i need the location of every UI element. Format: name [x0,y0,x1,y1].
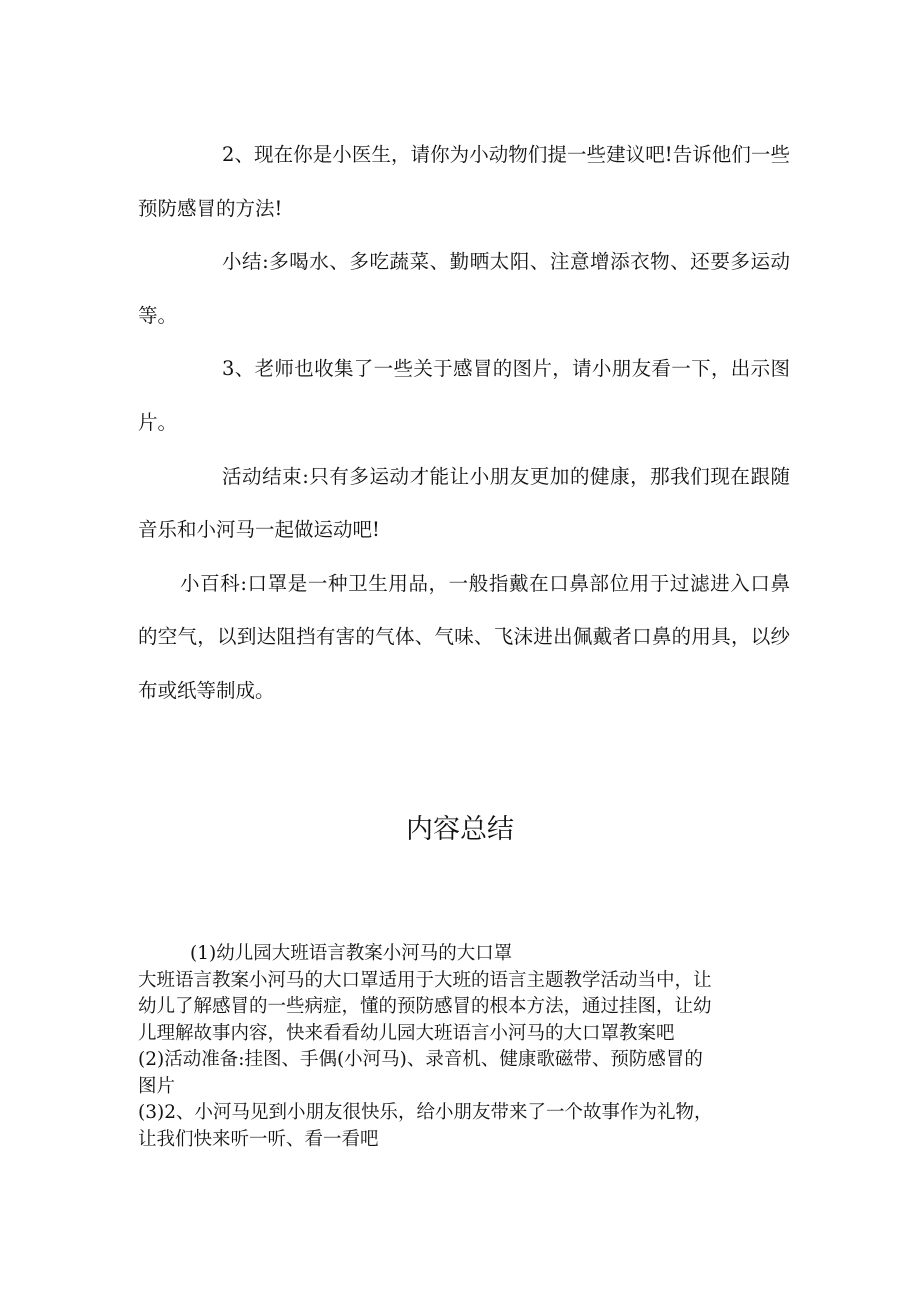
paragraph-pictures: 3、老师也收集了一些关于感冒的图片，请小朋友看一下，出示图片。 [138,357,790,434]
paragraph-summary-note: 小结:多喝水、多吃蔬菜、勤晒太阳、注意增添衣物、还要多运动等。 [138,250,790,327]
summary-item-1-line-3: 儿理解故事内容，快来看看幼儿园大班语言小河马的大口罩教案吧 [138,1022,675,1044]
summary-item-1-line-1: 大班语言教案小河马的大口罩适用于大班的语言主题教学活动当中，让 [138,969,712,991]
body-section [138,128,790,718]
paragraph-activity-end: 活动结束:只有多运动才能让小朋友更加的健康，那我们现在跟随音乐和小河马一起做运动吧! [138,464,790,542]
paragraph-encyclopedia: 小百科:口罩是一种卫生用品，一般指戴在口鼻部位用于过滤进入口鼻的空气，以到达阻挡有害的气体、气味、飞沫进出佩戴者口鼻的用具，以纱布或纸等制成。 [138,571,790,702]
summary-item-1-line-2: 幼儿了解感冒的一些病症，懂的预防感冒的根本方法，通过挂图，让幼 [138,996,712,1017]
paragraph-suggestions: 2、现在你是小医生，请你为小动物们提一些建议吧!告诉他们一些预防感冒的方法! [138,143,790,220]
summary-heading: 内容总结 [406,814,514,845]
summary-item-2-line-1: (2)活动准备:挂图、手偶(小河马)、录音机、健康歌磁带、预防感冒的 [138,1049,703,1070]
summary-item-2-line-2: 图片 [138,1075,176,1097]
summary-item-3-line-1: (3)2、小河马见到小朋友很快乐，给小朋友带来了一个故事作为礼物， [138,1102,713,1123]
summary-item-1-title: (1)幼儿园大班语言教案小河马的大口罩 [190,943,513,964]
summary-item-3-line-2: 让我们快来听一听、看一看吧 [138,1128,379,1150]
summary-section [138,941,786,1153]
